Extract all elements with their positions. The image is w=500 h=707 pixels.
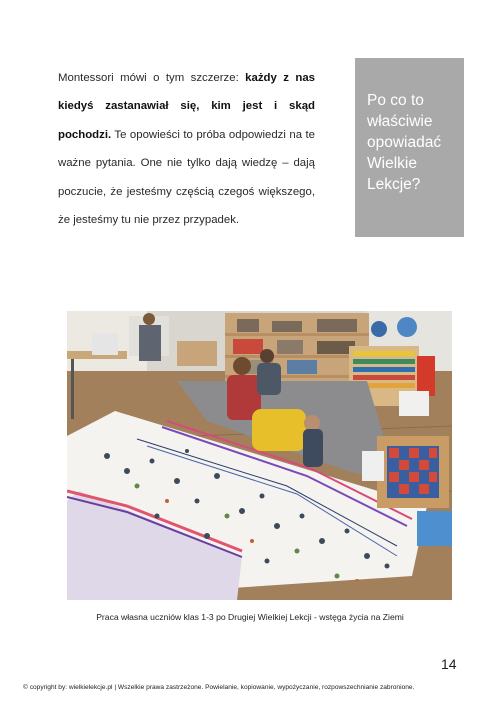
classroom-photo bbox=[67, 311, 452, 600]
copyright-footer: © copyright by: wielkielekcje.pl | Wszelkie prawa zastrzeżone. Powielanie, kopiowanie, wypożyczanie, rozpowszechnianie zabronione. bbox=[23, 684, 415, 691]
sidebar-question-line: Lekcje? bbox=[367, 176, 421, 193]
classroom-photo-illustration bbox=[67, 311, 452, 600]
paragraph-bold-text: każdy z nas kiedyś zastanawiał się, kim jest i skąd pochodzi. bbox=[58, 72, 315, 141]
sidebar-question-line: Wielkie bbox=[367, 155, 417, 172]
photo-caption: Praca własna uczniów klas 1-3 po Drugiej Wielkiej Lekcji - wstęga życia na Ziemi bbox=[96, 612, 404, 622]
paragraph-text-end: Te opowieści to próba odpowiedzi na te ważne pytania. One nie tylko dają wiedzę – dają poczucie, że jesteśmy częścią czegoś większego, że jesteśmy tu nie przez przypadek. bbox=[58, 128, 315, 227]
paragraph-text-start: Montessori mówi o tym szczerze: bbox=[58, 72, 246, 84]
page-number: 14 bbox=[441, 656, 457, 672]
sidebar-question-box bbox=[355, 58, 464, 237]
sidebar-question-line: właściwie bbox=[367, 113, 433, 130]
body-paragraph bbox=[58, 64, 315, 234]
sidebar-question-line: opowiadać bbox=[367, 134, 442, 151]
sidebar-question-line: Po co to bbox=[367, 92, 424, 109]
